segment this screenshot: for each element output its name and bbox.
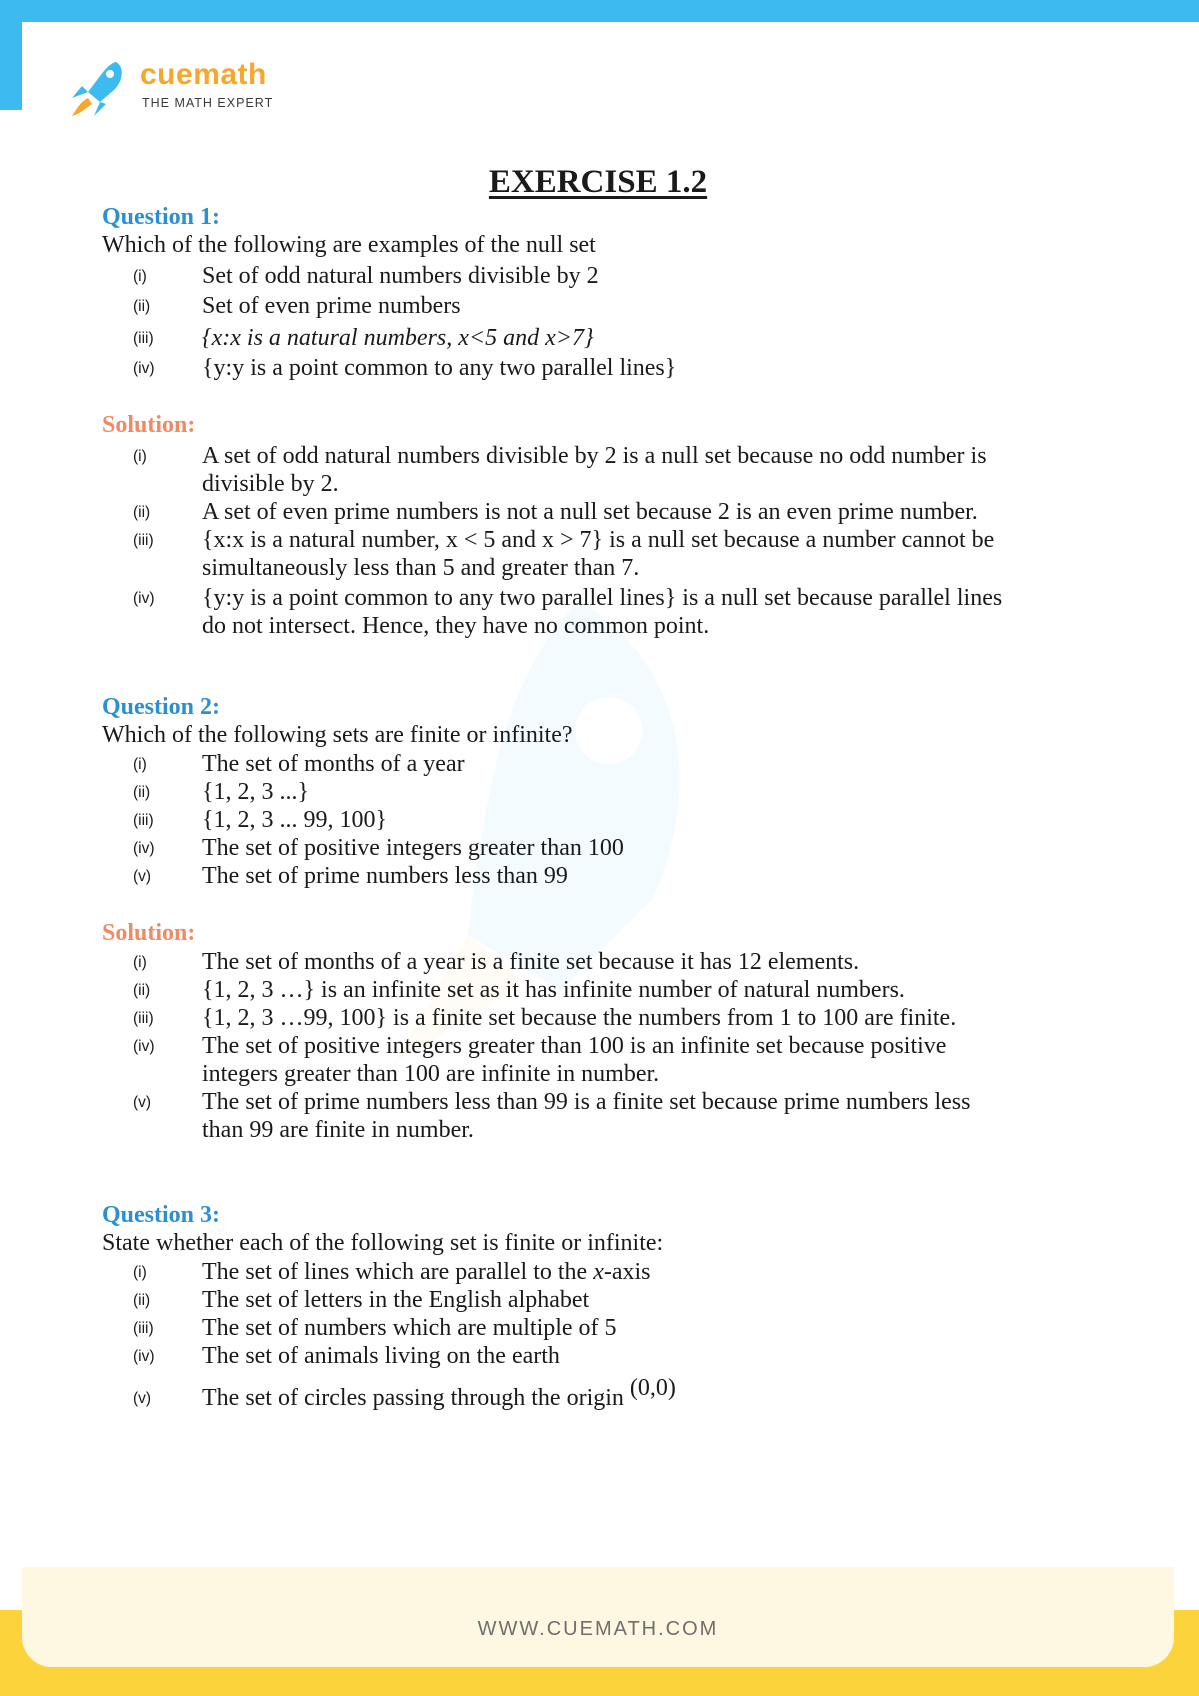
- item-number: (iv): [133, 840, 155, 857]
- origin-coordinate: (0,0): [629, 1375, 676, 1401]
- item-text: The set of letters in the English alphabet: [202, 1287, 590, 1313]
- item-text: The set of animals living on the earth: [202, 1343, 560, 1369]
- x-variable: x: [593, 1259, 604, 1285]
- item-number: (iii): [133, 1010, 154, 1027]
- item-text: {x:x is a natural number, x < 5 and x > 7} is a null set because a number cannot be simultaneously less than 5 and greater than 7.: [202, 527, 995, 581]
- question-2-prompt: Which of the following sets are finite or infinite?: [102, 722, 573, 748]
- brand-tagline: THE MATH EXPERT: [142, 96, 274, 110]
- item-number: (iv): [133, 1348, 155, 1365]
- page-card: [22, 22, 1174, 1667]
- item-text-part: The set of circles passing through the origin: [202, 1385, 624, 1411]
- solution-1-heading: Solution:: [102, 412, 196, 438]
- item-number: (ii): [133, 504, 151, 521]
- item-text-part: The set of lines which are parallel to the: [202, 1259, 594, 1285]
- item-text: {1, 2, 3 …} is an infinite set as it has infinite number of natural numbers.: [202, 977, 905, 1003]
- item-number: (i): [133, 954, 147, 971]
- item-number: (v): [133, 868, 152, 885]
- item-number: (ii): [133, 1292, 151, 1309]
- item-text: {y:y is a point common to any two parallel lines} is a null set because parallel lines do not intersect. Hence, they have no common point.: [202, 585, 1003, 639]
- item-text: Set of odd natural numbers divisible by 2: [202, 263, 599, 289]
- item-number: (i): [133, 756, 147, 773]
- item-number: (i): [133, 1264, 147, 1281]
- item-number: (v): [133, 1390, 152, 1407]
- item-text: A set of even prime numbers is not a null set because 2 is an even prime number.: [202, 499, 978, 525]
- footer-link[interactable]: WWW.CUEMATH.COM: [477, 1618, 719, 1640]
- footer: [22, 1567, 1174, 1667]
- item-number: (iii): [133, 1320, 154, 1337]
- question-2-heading: Question 2:: [102, 694, 221, 720]
- item-number: (ii): [133, 982, 151, 999]
- item-number: (iv): [133, 360, 155, 377]
- item-number: (iv): [133, 1038, 155, 1055]
- item-number: (iv): [133, 590, 155, 607]
- item-number: (i): [133, 448, 147, 465]
- item-number: (ii): [133, 784, 151, 801]
- item-text: The set of prime numbers less than 99 is a finite set because prime numbers less than 99 are finite in number.: [202, 1089, 971, 1143]
- item-number: (iii): [133, 532, 154, 549]
- item-number: (iii): [133, 330, 154, 347]
- question-1-prompt: Which of the following are examples of the null set: [102, 232, 596, 258]
- item-text: {1, 2, 3 ...}: [202, 779, 310, 805]
- item-text: The set of months of a year is a finite set because it has 12 elements.: [202, 949, 860, 975]
- question-1-heading: Question 1:: [102, 204, 221, 230]
- item-text-part: -axis: [603, 1259, 651, 1285]
- item-text: {x:x is a natural numbers, x<5 and x>7}: [202, 325, 594, 351]
- brand-logo[interactable]: [66, 58, 326, 138]
- item-text: {y:y is a point common to any two parallel lines}: [202, 355, 677, 381]
- item-text: {1, 2, 3 …99, 100} is a finite set because the numbers from 1 to 100 are finite.: [202, 1005, 957, 1031]
- item-text: The set of months of a year: [202, 751, 465, 777]
- rocket-logo-icon: [66, 58, 128, 120]
- item-text: The set of numbers which are multiple of 5: [202, 1315, 617, 1341]
- item-number: (v): [133, 1094, 152, 1111]
- solution-2-heading: Solution:: [102, 920, 196, 946]
- top-band: [0, 0, 1199, 22]
- item-text: [202, 1258, 1012, 1286]
- page-title: EXERCISE 1.2: [488, 164, 708, 200]
- item-text: The set of positive integers greater than 100: [202, 835, 624, 861]
- item-text: The set of prime numbers less than 99: [202, 863, 568, 889]
- item-text: [202, 1375, 1012, 1412]
- item-number: (ii): [133, 298, 151, 315]
- item-text: {1, 2, 3 ... 99, 100}: [202, 807, 388, 833]
- brand-name: cuemath: [140, 58, 267, 91]
- item-number: (i): [133, 268, 147, 285]
- question-3-prompt: State whether each of the following set is finite or infinite:: [102, 1230, 664, 1256]
- item-text: A set of odd natural numbers divisible by 2 is a null set because no odd number is divisible by 2.: [202, 443, 987, 497]
- item-text: The set of positive integers greater than 100 is an infinite set because positive integers greater than 100 are infinite in number.: [202, 1033, 947, 1087]
- question-3-heading: Question 3:: [102, 1202, 221, 1228]
- item-text: Set of even prime numbers: [202, 293, 461, 319]
- item-number: (iii): [133, 812, 154, 829]
- left-band: [0, 0, 22, 110]
